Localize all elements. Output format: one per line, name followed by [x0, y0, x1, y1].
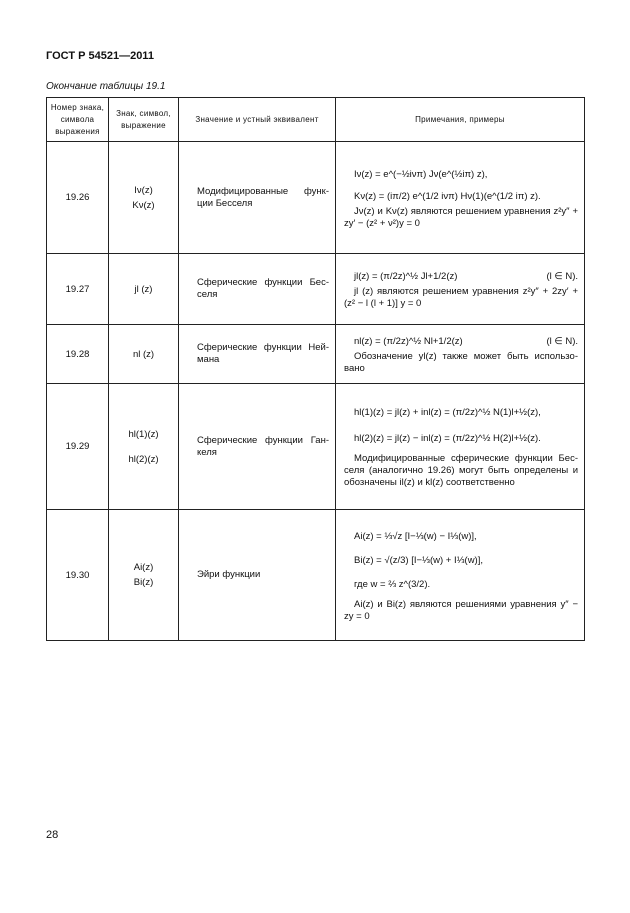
formula — [344, 271, 578, 283]
note-text: jl (z) являются решением уравнения z²y″ + 2zy′ + (z² − l (l + 1)] y = 0 — [344, 286, 578, 309]
row-sign — [109, 510, 179, 641]
formula-body: jl(z) = (π/2z)^½ Jl+1/2(z) — [354, 271, 458, 282]
table-row — [47, 384, 585, 510]
row-notes — [336, 254, 585, 325]
formula: где w = ⅔ z^(3/2). — [354, 578, 431, 590]
row-sign: jl (z) — [109, 254, 179, 325]
row-meaning: Сферические функции Бес-селя — [179, 254, 336, 325]
row-notes — [336, 325, 585, 384]
row-number: 19.30 — [47, 510, 109, 641]
sign-line: hl(1)(z) — [128, 428, 159, 440]
row-meaning: Сферические функции Ней-мана — [179, 325, 336, 384]
col-header-meaning: Значение и устный эквивалент — [179, 98, 336, 142]
formula: hl(2)(z) = jl(z) − inl(z) = (π/2z)^½ H(2)l+½(z). — [354, 433, 541, 444]
row-notes — [336, 384, 585, 510]
formula: Bi(z) = √(z/3) [I−⅓(w) + I⅓(w)], — [354, 554, 483, 566]
col-header-number: Номер знака, символа выражения — [47, 98, 109, 142]
row-number: 19.28 — [47, 325, 109, 384]
row-sign — [109, 142, 179, 254]
formula: Ai(z) = ⅓√z [I−⅓(w) − I⅓(w)], — [354, 530, 477, 542]
table-row — [47, 325, 585, 384]
table-row — [47, 142, 585, 254]
table-caption: Окончание таблицы 19.1 — [46, 81, 166, 92]
sign-line: Bi(z) — [133, 577, 154, 588]
formula-condition: (l ∈ N). — [546, 336, 578, 347]
formula: hl(1)(z) = jl(z) + inl(z) = (π/2z)^½ N(1)l+½(z), — [354, 407, 541, 418]
formula — [344, 336, 578, 348]
col-header-sign: Знак, символ, выражение — [109, 98, 179, 142]
formula: Kν(z) = (iπ/2) e^(1/2 iνπ) Hν(1)(e^(1/2 iπ) z). — [354, 190, 541, 202]
note-text: Ai(z) и Bi(z) являются решениями уравнения y″ − zy = 0 — [344, 598, 578, 622]
formula: Iν(z) = e^(−½iνπ) Jν(e^(½iπ) z), — [354, 168, 488, 180]
formula-body: nl(z) = (π/2z)^½ Nl+1/2(z) — [354, 336, 463, 347]
sign-line: Iν(z) — [134, 184, 153, 196]
note-text: Модифицированные сферические функции Бес-селя (аналогично 19.26) могут быть определены и обозначены il(z) и kl(z) соответственно — [344, 453, 578, 488]
row-meaning: Эйри функции — [179, 510, 336, 641]
note-text: Обозначение yl(z) также может быть использо-вано — [344, 351, 578, 374]
note-text: Jν(z) и Kν(z) являются решением уравнения z²y″ + zy′ − (z² + ν²)y = 0 — [344, 205, 578, 229]
row-notes — [336, 142, 585, 254]
table-row — [47, 254, 585, 325]
document-header: ГОСТ Р 54521—2011 — [46, 50, 154, 62]
table-header-row — [47, 98, 585, 142]
row-meaning: Сферические функции Ган-келя — [179, 384, 336, 510]
formula-condition: (l ∈ N). — [546, 271, 578, 282]
row-number: 19.29 — [47, 384, 109, 510]
row-sign: nl (z) — [109, 325, 179, 384]
sign-line: Ai(z) — [133, 562, 154, 573]
table-row — [47, 510, 585, 641]
row-meaning: Модифицированные функ-ции Бесселя — [179, 142, 336, 254]
sign-line: Kν(z) — [132, 199, 155, 211]
sign-line: hl(2)(z) — [128, 453, 159, 465]
row-number: 19.26 — [47, 142, 109, 254]
col-header-notes: Примечания, примеры — [336, 98, 585, 142]
row-notes — [336, 510, 585, 641]
row-number: 19.27 — [47, 254, 109, 325]
row-sign — [109, 384, 179, 510]
page-number: 28 — [46, 829, 59, 841]
symbols-table — [46, 97, 585, 641]
